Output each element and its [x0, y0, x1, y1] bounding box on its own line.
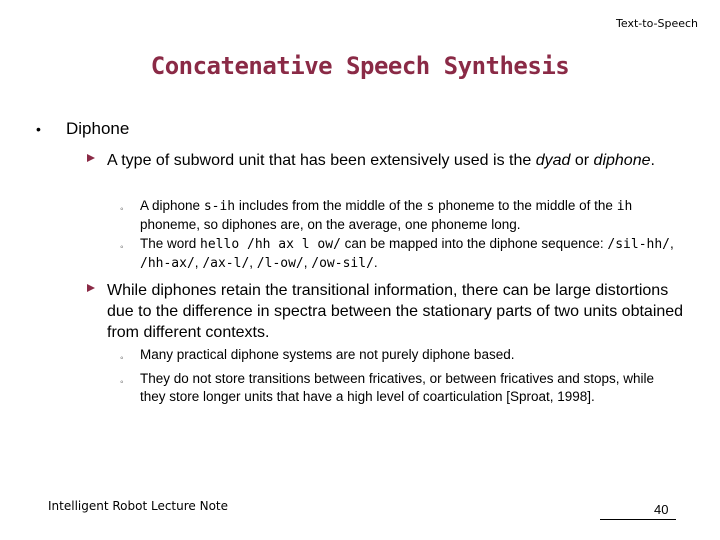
detail-transitions-text: They do not store transitions between fricatives, or between fricatives and stops, while they store longer units that have a high level of coarticulation [Sproat, 1998]. — [140, 371, 655, 404]
footer-note: Intelligent Robot Lecture Note — [48, 499, 229, 513]
sub-bullet-distortion — [87, 280, 687, 343]
page-number: 40 — [654, 502, 669, 517]
bullet-diphone — [36, 119, 129, 139]
detail-diphone-example — [120, 197, 680, 234]
detail-practical-systems-text: Many practical diphone systems are not purely diphone based. — [140, 347, 515, 362]
arrow-bullet-icon — [87, 154, 95, 162]
ring-bullet-icon: ◦ — [120, 242, 124, 253]
page-number-underline — [600, 519, 676, 520]
detail-hello-example — [120, 235, 680, 273]
ring-bullet-icon: ◦ — [120, 353, 124, 364]
ring-bullet-icon: ◦ — [120, 204, 124, 215]
sub-bullet-definition-text: A type of subword unit that has been extensively used is the dyad or diphone. — [107, 152, 655, 169]
ring-bullet-icon: ◦ — [120, 377, 124, 388]
slide-title: Concatenative Speech Synthesis — [150, 52, 570, 80]
bullet-diphone-label: Diphone — [66, 119, 130, 138]
detail-practical-systems — [120, 346, 680, 364]
header-label: Text-to-Speech — [616, 17, 698, 30]
bullet-dot-icon: • — [36, 121, 41, 137]
sub-bullet-distortion-text: While diphones retain the transitional information, there can be large distortions due to the difference in spectra between the stationary parts of two units obtained from different contexts. — [107, 282, 684, 341]
arrow-bullet-icon — [87, 284, 95, 292]
sub-bullet-definition — [87, 150, 687, 171]
detail-diphone-example-text: A diphone s-ih includes from the middle of the s phoneme to the middle of the ih phoneme, so diphones are, on the average, one phoneme long. — [140, 198, 633, 232]
detail-hello-example-text: The word hello /hh ax l ow/ can be mapped into the diphone sequence: /sil-hh/, /hh-ax/, /ax-l/, /l-ow/, /ow-sil/. — [140, 236, 674, 271]
detail-transitions — [120, 370, 680, 406]
